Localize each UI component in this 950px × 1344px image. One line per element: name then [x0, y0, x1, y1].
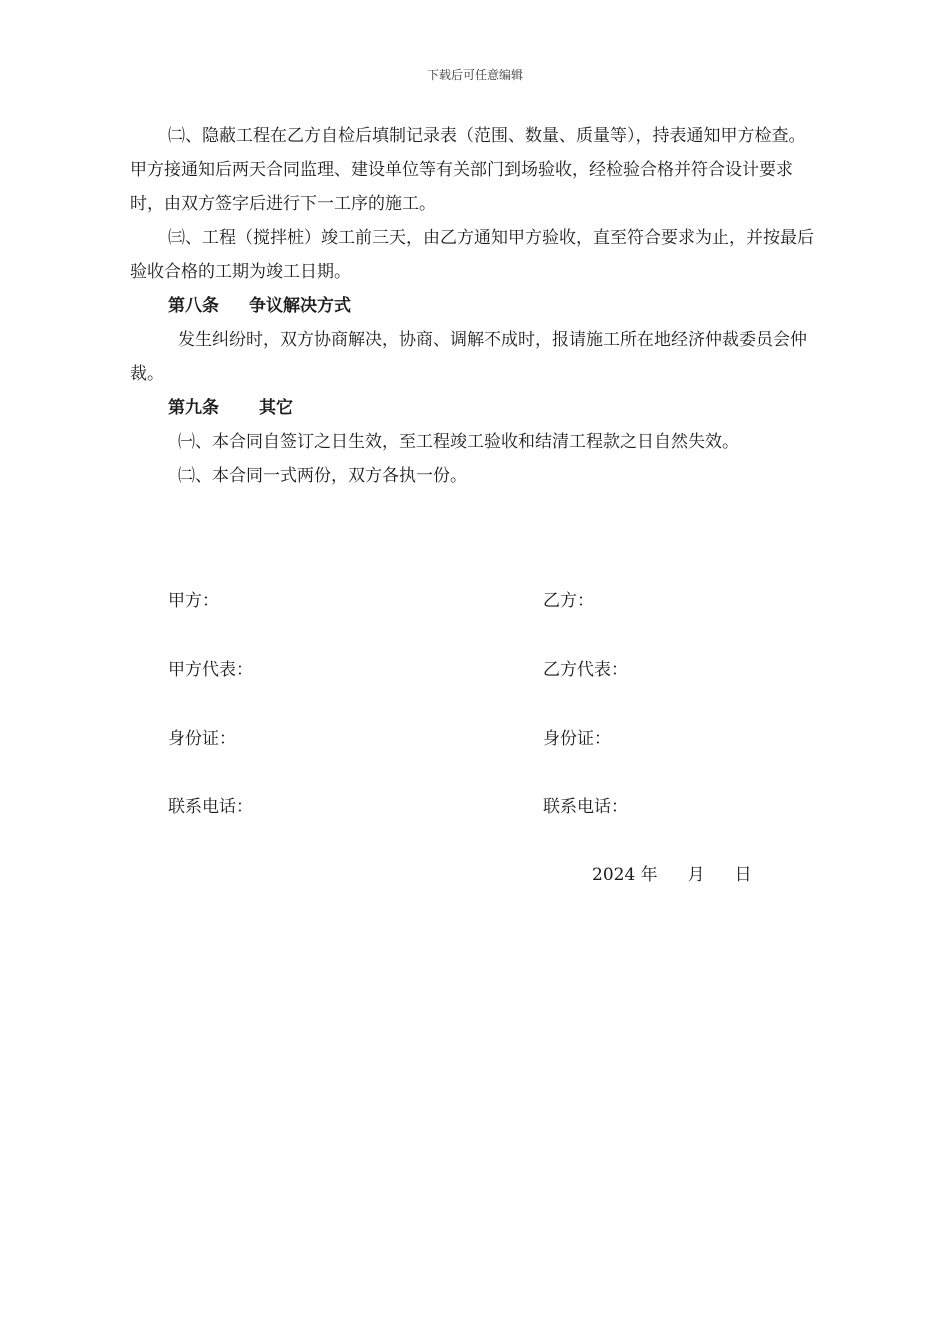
- paragraph-completion: ㈢、工程（搅拌桩）竣工前三天，由乙方通知甲方验收，直至符合要求为止，并按最后验收合格的工期为竣工日期。: [130, 228, 814, 282]
- contract-body: [130, 119, 822, 493]
- date-year: 2024 年: [592, 865, 658, 885]
- party-b-phone-label: 联系电话：: [543, 797, 628, 817]
- paragraph-dispute: 发生纠纷时，双方协商解决，协商、调解不成时，报请施工所在地经济仲裁委员会仲裁。: [130, 330, 807, 384]
- list-item-effective: ㈠、本合同自签订之日生效，至工程竣工验收和结清工程款之日自然失效。: [178, 432, 739, 452]
- article-8-heading: [130, 289, 822, 323]
- party-a-label: 甲方：: [168, 591, 219, 611]
- party-b-rep-label: 乙方代表：: [543, 660, 628, 680]
- article-9-number: 第九条: [168, 398, 219, 418]
- party-a-phone-label: 联系电话：: [168, 797, 253, 817]
- signing-date: [592, 860, 782, 885]
- party-a-rep-label: 甲方代表：: [168, 660, 253, 680]
- party-b-label: 乙方：: [543, 591, 594, 611]
- date-month: 月: [687, 865, 705, 885]
- party-a-id-label: 身份证：: [168, 729, 236, 749]
- party-b-id-label: 身份证：: [543, 729, 611, 749]
- date-day: 日: [734, 865, 752, 885]
- article-9-title: 其它: [259, 398, 293, 418]
- page-header: 下载后可任意编辑: [426, 68, 523, 82]
- article-8-number: 第八条: [168, 296, 219, 316]
- list-item-copies: ㈡、本合同一式两份，双方各执一份。: [178, 466, 467, 486]
- article-8-title: 争议解决方式: [249, 296, 351, 316]
- paragraph-concealed-works: ㈡、隐蔽工程在乙方自检后填制记录表（范围、数量、质量等），持表通知甲方检查。甲方接通知后两天合同监理、建设单位等有关部门到场验收，经检验合格并符合设计要求时，由双方签字后进行下一工序的施工。: [130, 126, 806, 214]
- article-9-heading: [130, 391, 822, 425]
